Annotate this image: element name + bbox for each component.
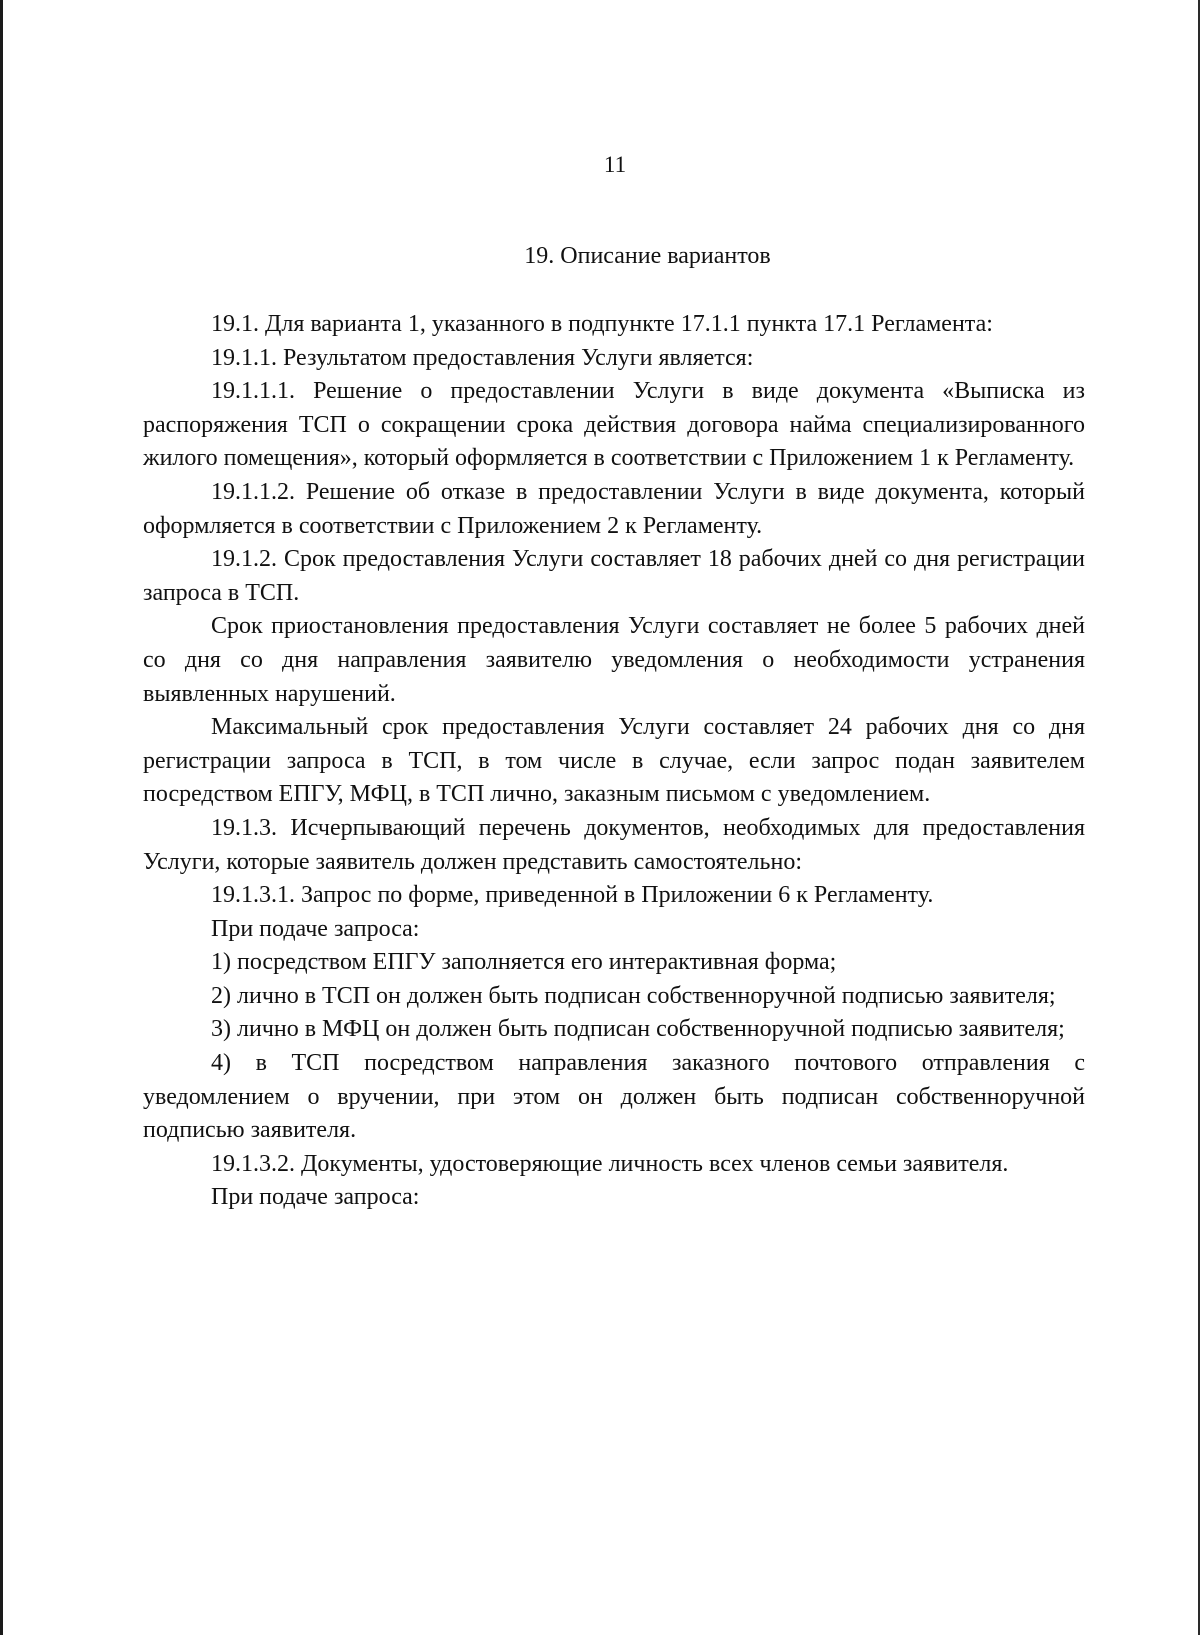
paragraph-19-1: 19.1. Для варианта 1, указанного в подпункте 17.1.1 пункта 17.1 Регламента:: [211, 311, 993, 337]
list-item-4: 4) в ТСП посредством направления заказного почтового отправления с уведомлением о вручении, при этом он должен быть подписан собственноручной подписью заявителя.: [143, 1050, 1085, 1144]
paragraph-19-1-2: 19.1.2. Срок предоставления Услуги составляет 18 рабочих дней со дня регистрации запроса в ТСП.: [143, 546, 1085, 606]
paragraph-19-1-3-2: 19.1.3.2. Документы, удостоверяющие личность всех членов семьи заявителя.: [211, 1150, 1009, 1177]
paragraph-19-1-1-1: 19.1.1.1. Решение о предоставлении Услуги в виде документа «Выписка из распоряжения ТСП о сокращении срока действия договора найма специализированного жилого помещения», который оформляется в соответствии с Приложением 1 к Регламенту.: [143, 378, 1085, 472]
paragraph-submission-heading-2: При подаче запроса:: [211, 1184, 420, 1211]
list-item-1: 1) посредством ЕПГУ заполняется его интерактивная форма;: [211, 949, 837, 976]
paragraph-19-1-3: 19.1.3. Исчерпывающий перечень документов, необходимых для предоставления Услуги, которые заявитель должен представить самостоятельно:: [143, 814, 1085, 875]
paragraph-suspension-term: Срок приостановления предоставления Услуги составляет не более 5 рабочих дней со дня со дня направления заявителю уведомления о необходимости устранения выявленных нарушений.: [143, 613, 1085, 707]
page-number: 11: [603, 152, 627, 177]
section-title: 19. Описание вариантов: [524, 243, 771, 269]
paragraph-19-1-1-2: 19.1.1.2. Решение об отказе в предоставлении Услуги в виде документа, который оформляется в соответствии с Приложением 2 к Регламенту.: [143, 478, 1085, 539]
list-item-3: 3) лично в МФЦ он должен быть подписан собственноручной подписью заявителя;: [211, 1016, 1065, 1043]
paragraph-max-term: Максимальный срок предоставления Услуги составляет 24 рабочих дня со дня регистрации запроса в ТСП, в том числе в случае, если запрос подан заявителем посредством ЕПГУ, МФЦ, в ТСП лично, заказным письмом с уведомлением.: [143, 714, 1085, 808]
document-body: [143, 308, 1085, 1215]
paragraph-19-1-3-1: 19.1.3.1. Запрос по форме, приведенной в Приложении 6 к Регламенту.: [211, 882, 934, 909]
list-item-2: 2) лично в ТСП он должен быть подписан собственноручной подписью заявителя;: [211, 982, 1056, 1009]
paragraph-submission-heading: При подаче запроса:: [211, 915, 420, 942]
paragraph-19-1-1: 19.1.1. Результатом предоставления Услуги является:: [211, 344, 754, 371]
